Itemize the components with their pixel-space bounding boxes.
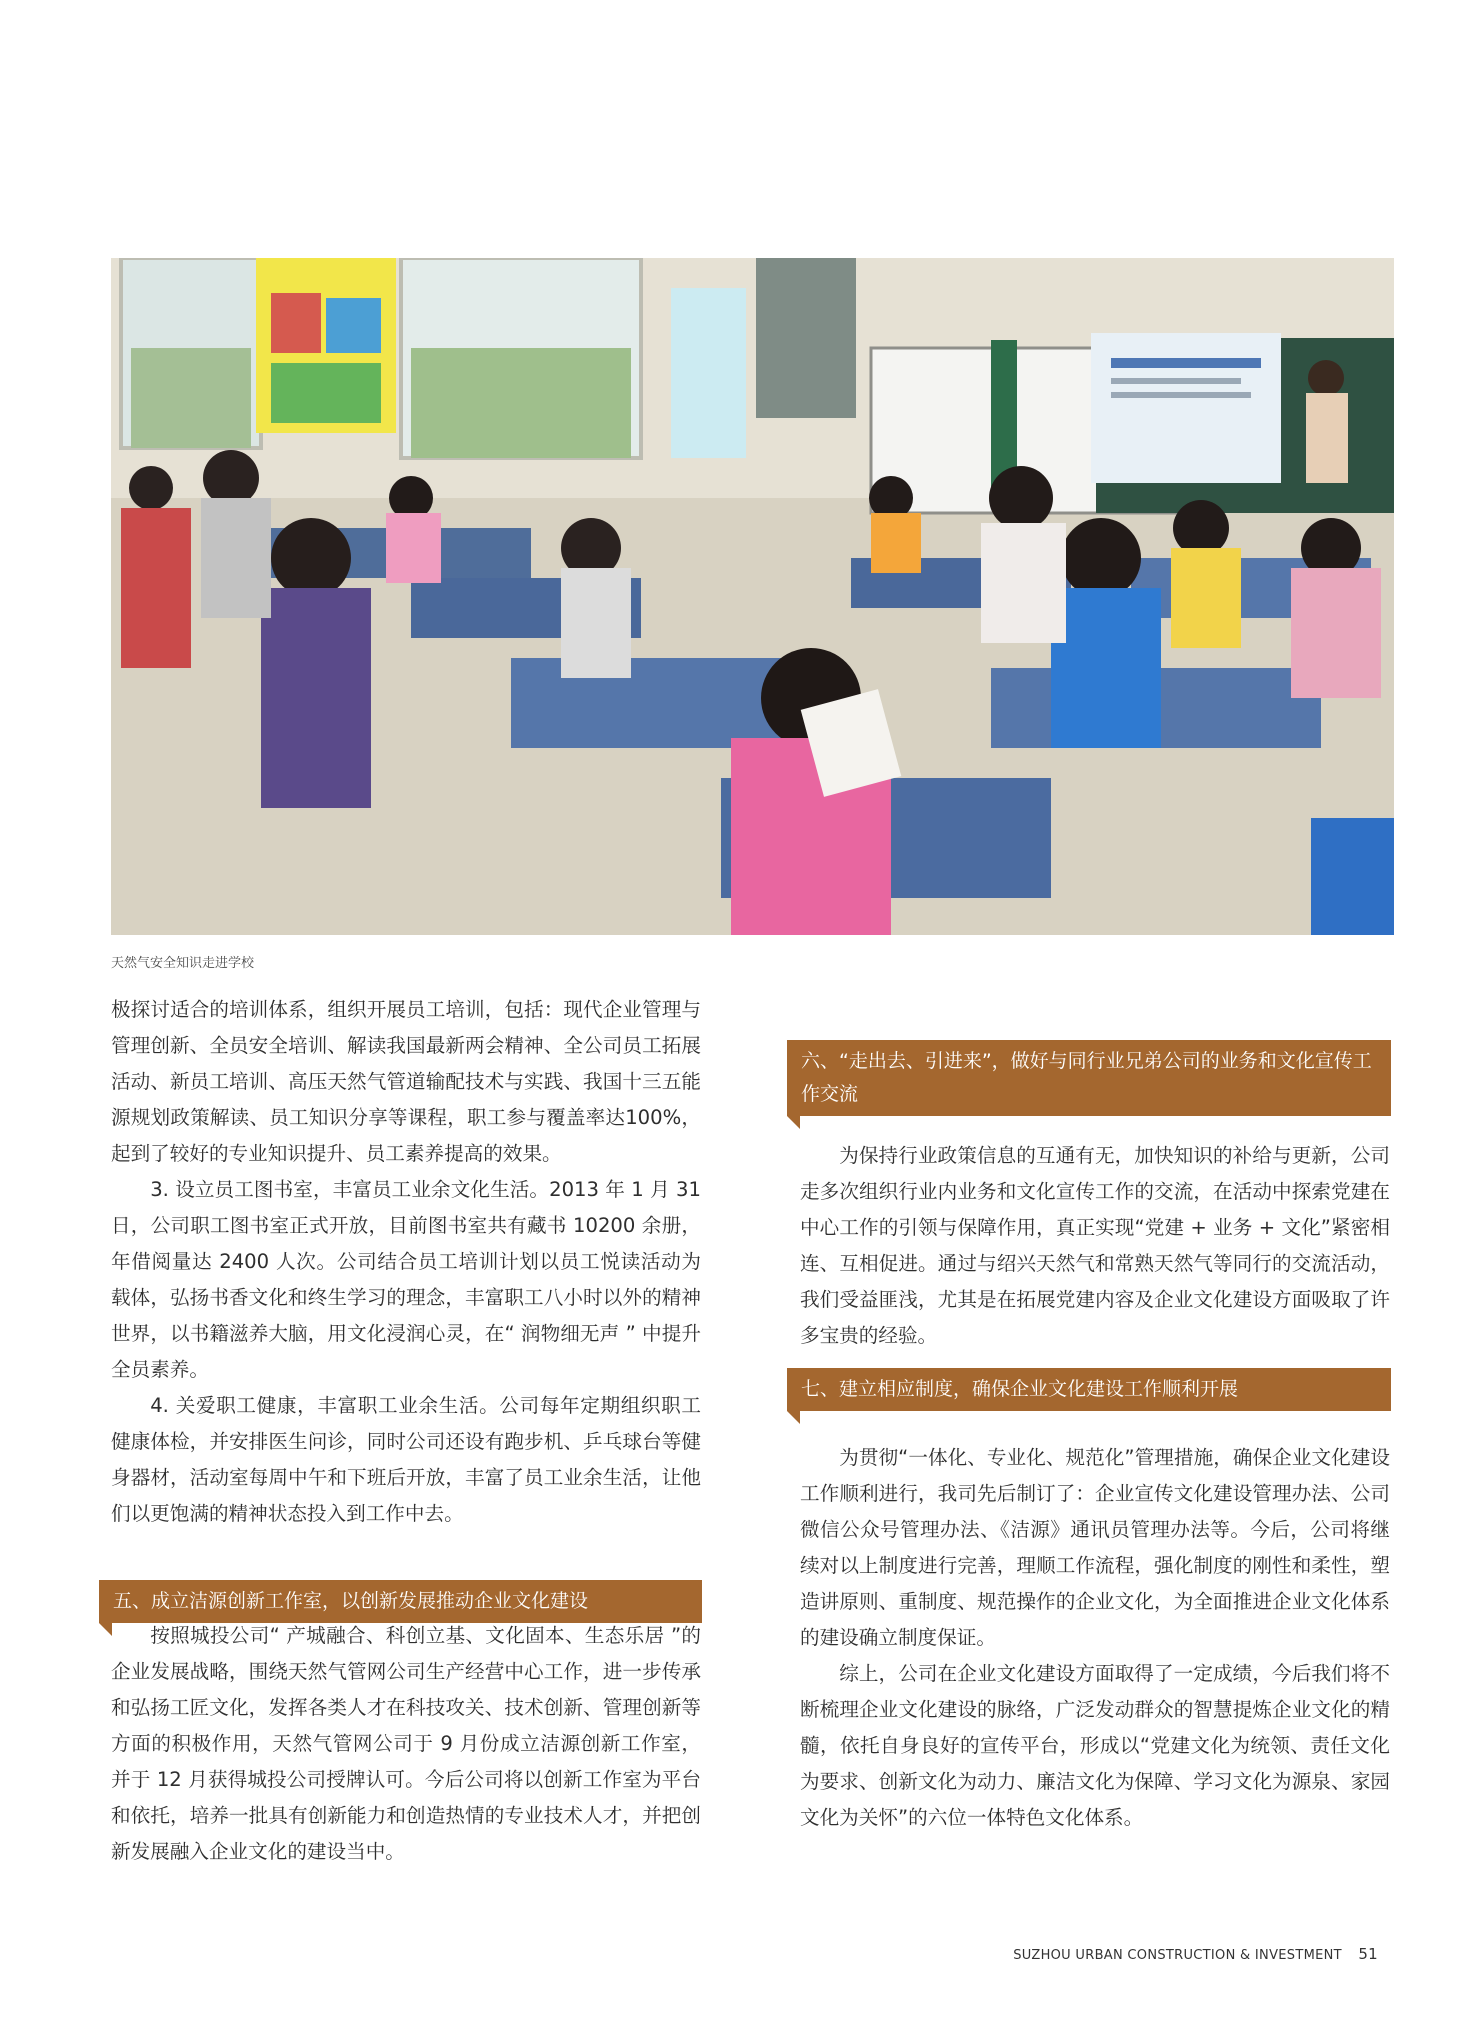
paragraph-training: 极探讨适合的培训体系，组织开展员工培训，包括：现代企业管理与管理创新、全员安全培训、解读我国最新两会精神、全公司员工拓展活动、新员工培训、高压天然气管道输配技术与实践、我国十三五能源规划政策解读、员工知识分享等课程，职工参与覆盖率达100%，起到了较好的专业知识提升、员工素养提高的效果。 — [111, 998, 701, 1165]
right-column-part1 — [800, 1138, 1390, 1354]
left-column-lower — [111, 1618, 701, 1870]
paragraph-summary: 综上，公司在企业文化建设方面取得了一定成绩，今后我们将不断梳理企业文化建设的脉络，广泛发动群众的智慧提炼企业文化的精髓，依托自身良好的宣传平台，形成以“党建文化为统领、责任文化为要求、创新文化为动力、廉洁文化为保障、学习文化为源泉、家园文化为关怀”的六位一体特色文化体系。 — [800, 1662, 1390, 1829]
paragraph-exchange: 为保持行业政策信息的互通有无，加快知识的补给与更新，公司走多次组织行业内业务和文化宣传工作的交流，在活动中探索党建在中心工作的引领与保障作用，真正实现“党建 + 业务 + 文化”紧密相连、互相促进。通过与绍兴天然气和常熟天然气等同行的交流活动，我们受益匪浅，尤其是在拓展党建内容及企业文化建设方面吸取了许多宝贵的经验。 — [800, 1144, 1390, 1347]
section-heading-6-text: 六、“走出去、引进来”，做好与同行业兄弟公司的业务和文化宣传工作交流 — [801, 1050, 1372, 1105]
classroom-photo — [111, 258, 1394, 935]
paragraph-library: 3. 设立员工图书室，丰富员工业余文化生活。2013 年 1 月 31 日，公司职工图书室正式开放，目前图书室共有藏书 10200 余册，年借阅量达 2400 人次。公司结合员工培训计划以员工悦读活动为载体，弘扬书香文化和终生学习的理念，丰富职工八小时以外的精神世界，以书籍滋养大脑，用文化浸润心灵，在“ 润物细无声 ” 中提升全员素养。 — [111, 1178, 701, 1381]
left-column-upper — [111, 992, 701, 1532]
section-heading-5 — [99, 1580, 702, 1623]
section-heading-6 — [787, 1040, 1391, 1116]
section-heading-5-text: 五、成立洁源创新工作室，以创新发展推动企业文化建设 — [113, 1590, 589, 1612]
heading-tick — [787, 1116, 800, 1129]
page-number: 51 — [1358, 1945, 1378, 1963]
paragraph-health: 4. 关爱职工健康，丰富职工业余生活。公司每年定期组织职工健康体检，并安排医生问诊，同时公司还设有跑步机、乒乓球台等健身器材，活动室每周中午和下班后开放，丰富了员工业余生活，让他们以更饱满的精神状态投入到工作中去。 — [111, 1394, 701, 1525]
page-footer — [1013, 1945, 1378, 1963]
photo-caption: 天然气安全知识走进学校 — [111, 956, 255, 971]
section-heading-7-text: 七、建立相应制度，确保企业文化建设工作顺利开展 — [801, 1378, 1239, 1400]
right-column-part2 — [800, 1440, 1390, 1836]
paragraph-system: 为贯彻“一体化、专业化、规范化”管理措施，确保企业文化建设工作顺利进行，我司先后制订了：企业宣传文化建设管理办法、公司微信公众号管理办法、《洁源》通讯员管理办法等。今后，公司将继续对以上制度进行完善，理顺工作流程，强化制度的刚性和柔性，塑造讲原则、重制度、规范操作的企业文化，为全面推进企业文化体系的建设确立制度保证。 — [800, 1446, 1390, 1649]
paragraph-innovation: 按照城投公司“ 产城融合、科创立基、文化固本、生态乐居 ”的企业发展战略，围绕天然气管网公司生产经营中心工作，进一步传承和弘扬工匠文化，发挥各类人才在科技攻关、技术创新、管理创新等方面的积极作用，天然气管网公司于 9 月份成立洁源创新工作室，并于 12 月获得城投公司授牌认可。今后公司将以创新工作室为平台和依托，培养一批具有创新能力和创造热情的专业技术人才，并把创新发展融入企业文化的建设当中。 — [111, 1624, 701, 1863]
section-heading-7 — [787, 1368, 1391, 1411]
heading-tick — [787, 1411, 800, 1424]
publication-name: SUZHOU URBAN CONSTRUCTION & INVESTMENT — [1013, 1948, 1342, 1963]
